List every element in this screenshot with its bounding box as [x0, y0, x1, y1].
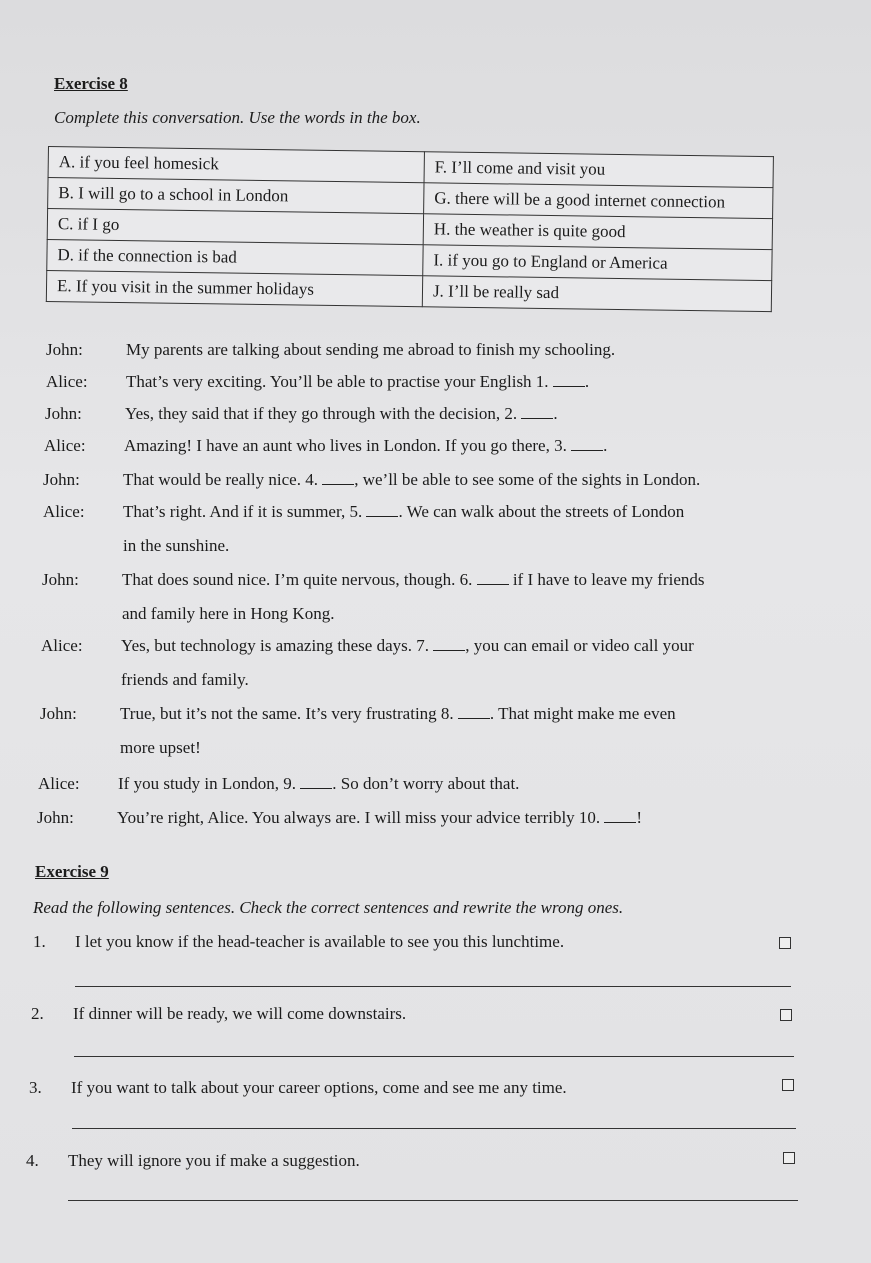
answer-blank[interactable]: [322, 470, 354, 485]
answer-blank[interactable]: [433, 636, 465, 651]
correct-checkbox[interactable]: [779, 937, 791, 949]
rewrite-line[interactable]: [75, 986, 791, 987]
speaker-label: John:: [42, 570, 79, 589]
dialogue-text: , you can email or video call your: [465, 636, 694, 655]
speaker-label: John:: [37, 808, 74, 827]
dialogue-text: If you study in London, 9.: [118, 774, 297, 793]
speaker-label: Alice:: [46, 372, 88, 391]
speaker-label: John:: [46, 340, 83, 359]
word-box-option: D. if the connection is bad: [47, 239, 423, 275]
exercise-9-title: Exercise 9: [35, 862, 109, 881]
answer-blank[interactable]: [300, 774, 332, 789]
dialogue-text: Yes, but technology is amazing these days. 7.: [121, 636, 430, 655]
exercise-9-instruction: Read the following sentences. Check the correct sentences and rewrite the wrong ones.: [33, 898, 624, 917]
word-box-option: J. I’ll be really sad: [422, 276, 771, 312]
dialogue-text: That’s right. And if it is summer, 5.: [123, 502, 363, 521]
speaker-label: Alice:: [43, 502, 85, 521]
item-number: 2.: [31, 1004, 44, 1023]
item-sentence: I let you know if the head-teacher is available to see you this lunchtime.: [75, 932, 565, 951]
dialogue-text: , we’ll be able to see some of the sights in London.: [354, 470, 701, 489]
dialogue-text: That would be really nice. 4.: [123, 470, 318, 489]
word-box-option: C. if I go: [47, 209, 423, 245]
dialogue-text: That’s very exciting. You’ll be able to practise your English 1.: [126, 372, 549, 391]
dialogue-text: . So don’t worry about that.: [332, 774, 520, 793]
word-box-option: A. if you feel homesick: [48, 147, 424, 183]
speaker-label: John:: [40, 704, 77, 723]
dialogue-text: .: [603, 436, 608, 455]
item-sentence: They will ignore you if make a suggestion.: [68, 1151, 360, 1170]
dialogue-text: Amazing! I have an aunt who lives in London. If you go there, 3.: [124, 436, 567, 455]
correct-checkbox[interactable]: [782, 1079, 794, 1091]
item-sentence: If you want to talk about your career options, come and see me any time.: [71, 1078, 567, 1097]
speaker-label: John:: [45, 404, 82, 423]
dialogue-text: You’re right, Alice. You always are. I will miss your advice terribly 10.: [117, 808, 601, 827]
answer-blank[interactable]: [604, 808, 636, 823]
dialogue-text: . We can walk about the streets of London: [398, 502, 685, 521]
dialogue-text: in the sunshine.: [123, 536, 230, 555]
word-box-option: I. if you go to England or America: [423, 245, 772, 281]
speaker-label: Alice:: [44, 436, 86, 455]
correct-checkbox[interactable]: [780, 1009, 792, 1021]
word-box-option: B. I will go to a school in London: [48, 178, 424, 214]
dialogue-text: if I have to leave my friends: [508, 570, 705, 589]
answer-blank[interactable]: [521, 404, 553, 419]
correct-checkbox[interactable]: [783, 1152, 795, 1164]
dialogue-text: more upset!: [120, 738, 201, 757]
dialogue-text: That does sound nice. I’m quite nervous, though. 6.: [122, 570, 473, 589]
item-number: 4.: [26, 1151, 39, 1170]
word-box-option: F. I’ll come and visit you: [424, 152, 773, 188]
speaker-label: Alice:: [41, 636, 83, 655]
dialogue-text: My parents are talking about sending me abroad to finish my schooling.: [126, 340, 616, 359]
answer-blank[interactable]: [366, 502, 398, 517]
item-sentence: If dinner will be ready, we will come downstairs.: [73, 1004, 407, 1023]
exercise-8-instruction: Complete this conversation. Use the words in the box.: [54, 108, 421, 127]
dialogue-text: friends and family.: [121, 670, 249, 689]
dialogue-text: . That might make me even: [489, 704, 676, 723]
dialogue-text: !: [636, 808, 643, 827]
item-number: 1.: [33, 932, 46, 951]
word-box-option: E. If you visit in the summer holidays: [46, 270, 422, 306]
word-box: [46, 146, 774, 312]
dialogue-text: Yes, they said that if they go through with the decision, 2.: [125, 404, 518, 423]
word-box-option: H. the weather is quite good: [423, 214, 772, 250]
rewrite-line[interactable]: [74, 1056, 794, 1057]
exercise-8-title: Exercise 8: [54, 74, 128, 93]
speaker-label: John:: [43, 470, 80, 489]
dialogue-text: and family here in Hong Kong.: [122, 604, 335, 623]
dialogue-text: .: [553, 404, 558, 423]
rewrite-line[interactable]: [68, 1200, 798, 1201]
dialogue-text: True, but it’s not the same. It’s very frustrating 8.: [120, 704, 454, 723]
answer-blank[interactable]: [458, 704, 490, 719]
word-box-option: G. there will be a good internet connection: [424, 183, 773, 219]
rewrite-line[interactable]: [72, 1128, 796, 1129]
answer-blank[interactable]: [553, 372, 585, 387]
dialogue-text: .: [584, 372, 590, 391]
answer-blank[interactable]: [477, 570, 509, 585]
speaker-label: Alice:: [38, 774, 80, 793]
answer-blank[interactable]: [571, 436, 603, 451]
item-number: 3.: [29, 1078, 42, 1097]
